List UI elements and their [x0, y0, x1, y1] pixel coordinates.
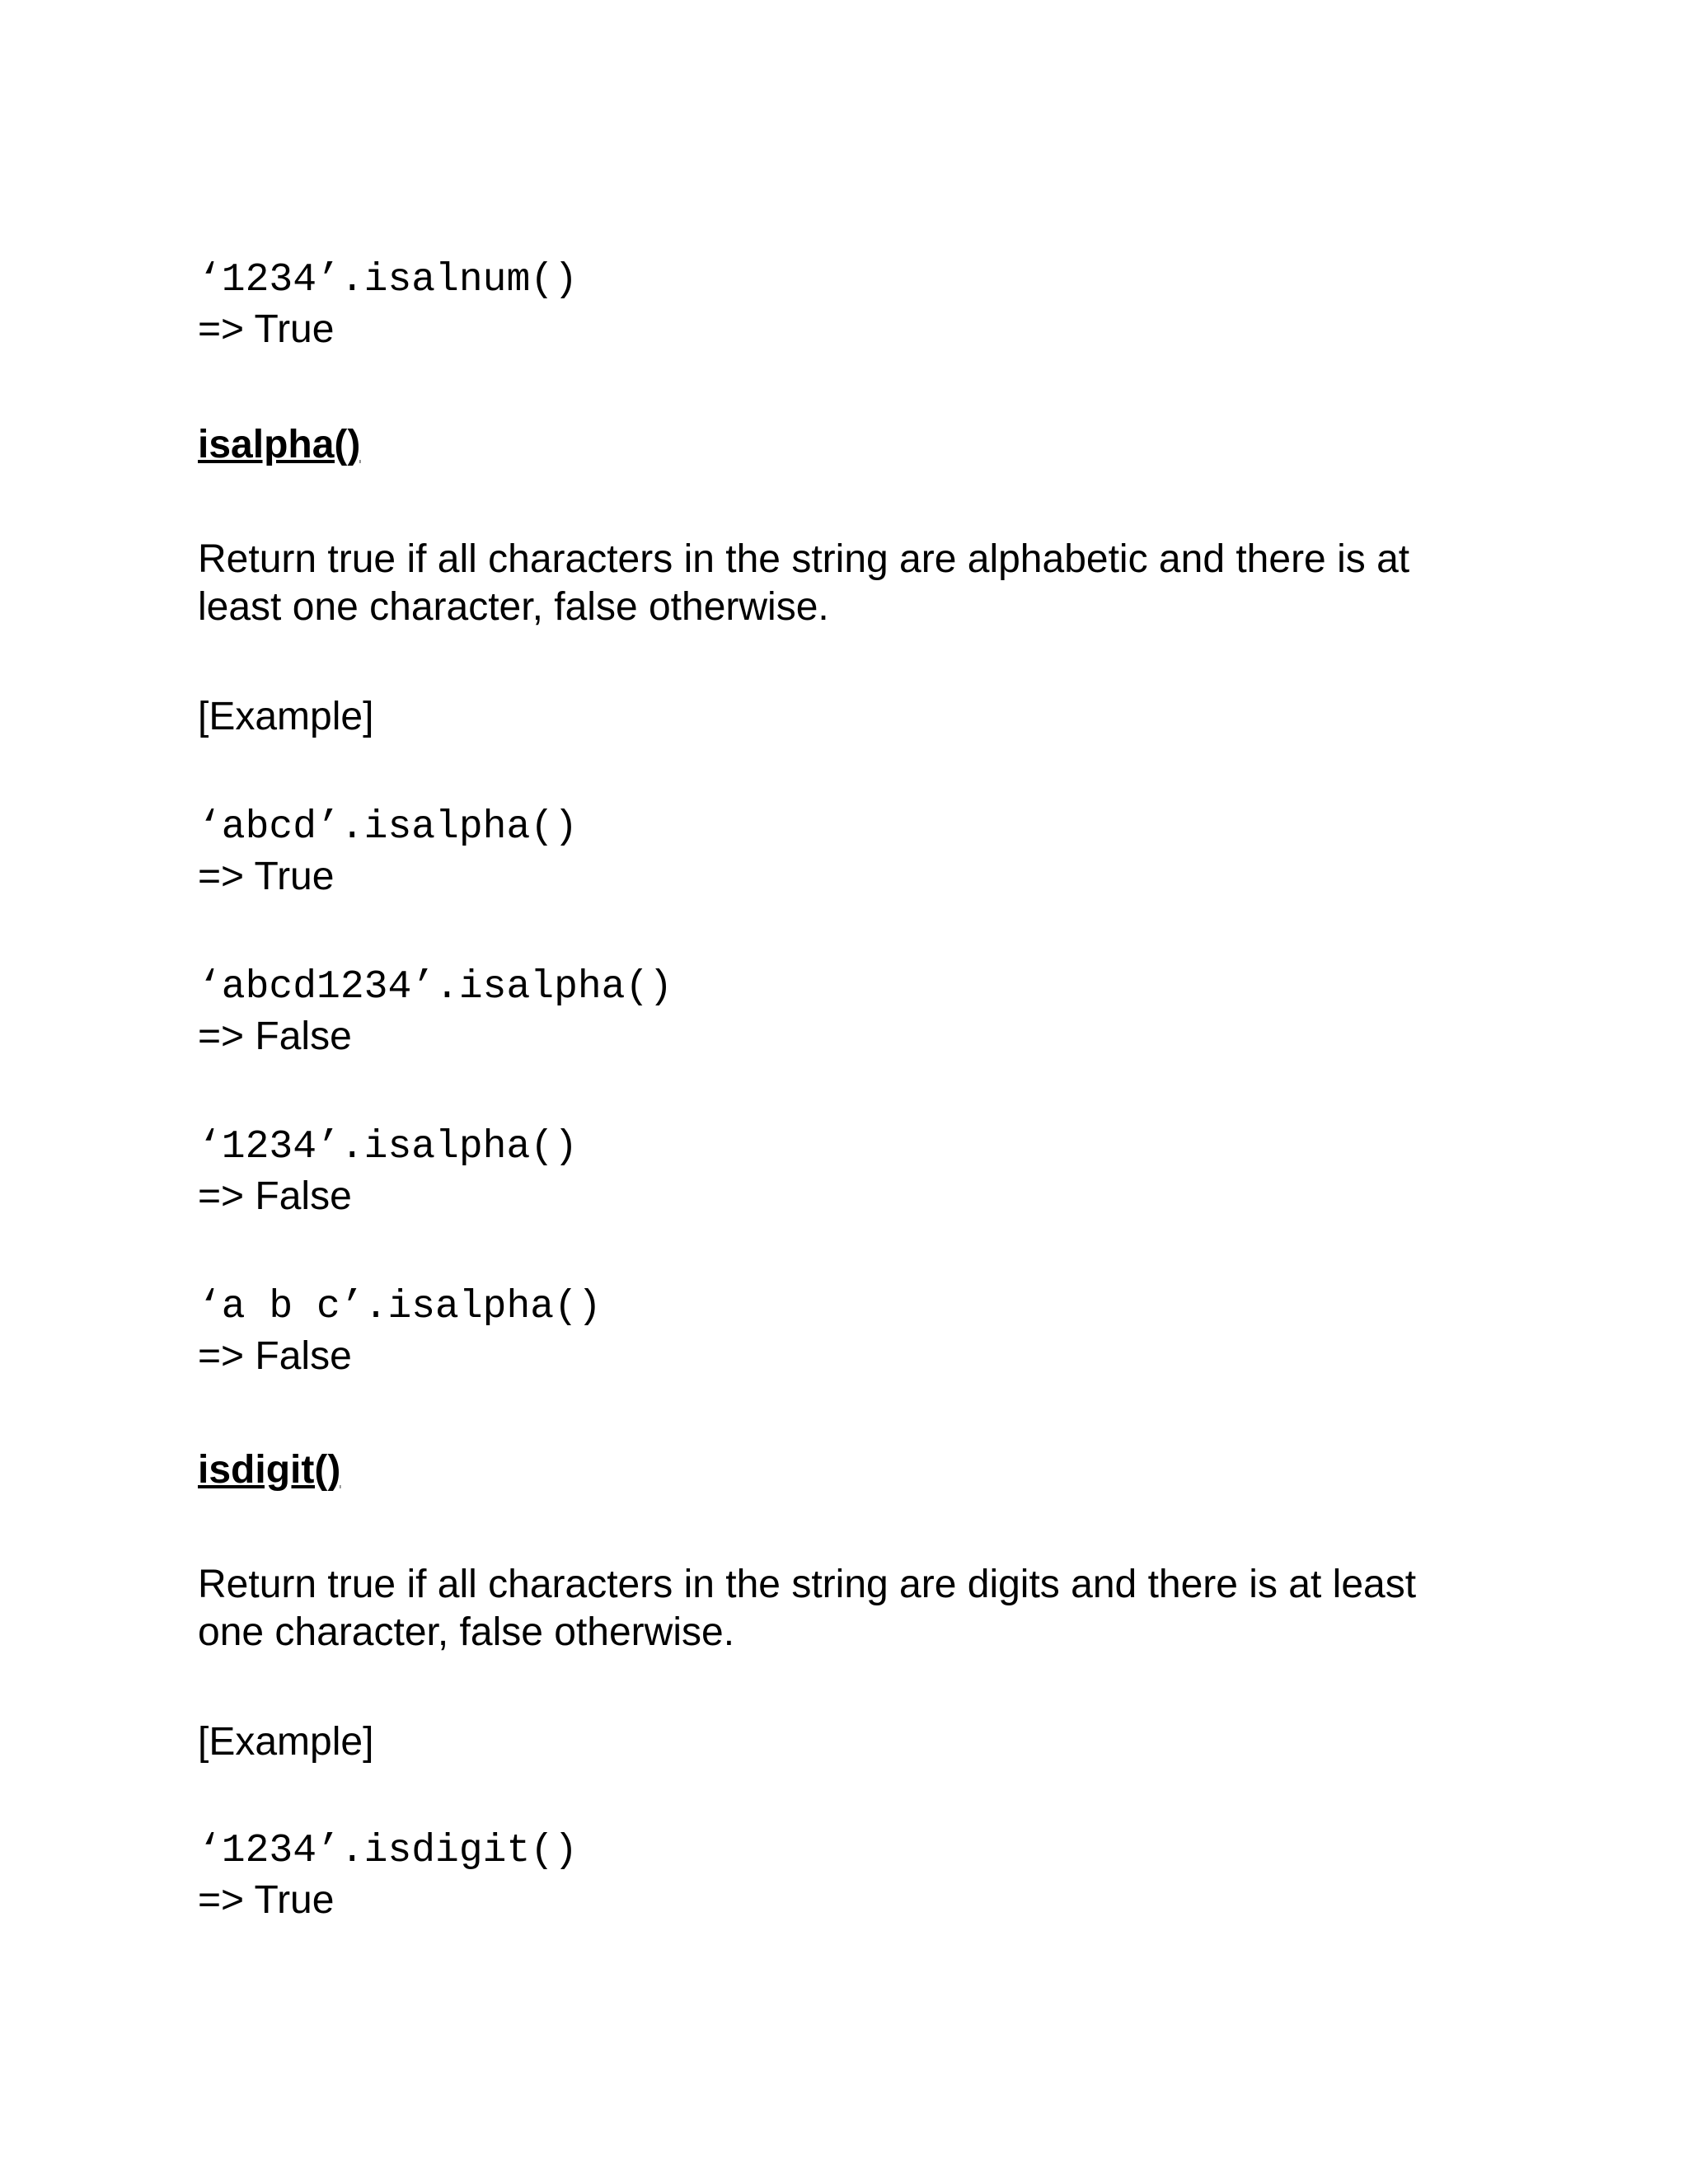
description-line: least one character, false otherwise. [198, 585, 829, 629]
code-line: ‘1234’.isalpha() [198, 1125, 578, 1169]
description-line: Return true if all characters in the string are alphabetic and there is at [198, 537, 1410, 581]
isdigit-heading: isdigit() [198, 1448, 341, 1492]
isalpha-description [198, 536, 1517, 631]
result-line: => False [198, 1334, 352, 1378]
code-line: ‘abcd1234’.isalpha() [198, 965, 673, 1010]
isalpha-heading: isalpha() [198, 423, 361, 466]
isdigit-example-1 [198, 1826, 578, 1925]
isalpha-example-3 [198, 1122, 578, 1221]
code-line: ‘1234’.isalnum() [198, 258, 578, 302]
description-line: one character, false otherwise. [198, 1610, 735, 1654]
result-line: => True [198, 855, 335, 898]
isalpha-example-1 [198, 803, 578, 902]
result-line: => False [198, 1174, 352, 1218]
isalpha-example-4 [198, 1282, 602, 1381]
isalnum-example [198, 255, 578, 354]
isdigit-example-label: [Example] [198, 1720, 374, 1764]
result-line: => True [198, 307, 335, 351]
code-line: ‘abcd’.isalpha() [198, 805, 578, 850]
isalpha-example-label: [Example] [198, 695, 374, 738]
isdigit-description [198, 1561, 1517, 1657]
code-line: ‘a b c’.isalpha() [198, 1285, 602, 1329]
result-line: => True [198, 1878, 335, 1922]
code-line: ‘1234’.isdigit() [198, 1829, 578, 1873]
result-line: => False [198, 1015, 352, 1058]
isalpha-example-2 [198, 963, 673, 1062]
description-line: Return true if all characters in the string are digits and there is at least [198, 1563, 1417, 1606]
